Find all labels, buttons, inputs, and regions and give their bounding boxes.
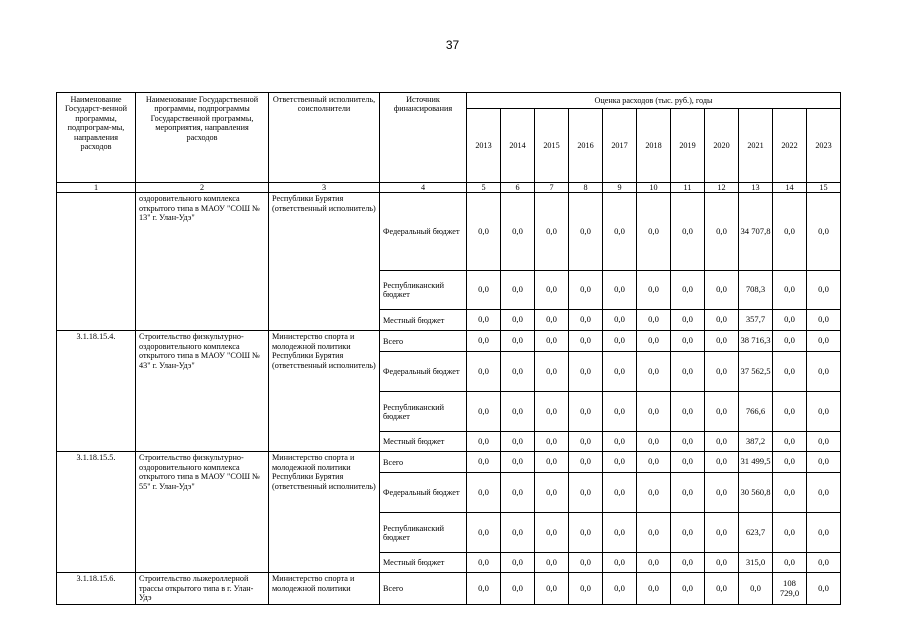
row-value: 0,0 bbox=[807, 331, 841, 352]
row-value: 0,0 bbox=[705, 573, 739, 604]
row-value: 0,0 bbox=[807, 310, 841, 331]
row-value: 0,0 bbox=[467, 513, 501, 553]
row-value: 0,0 bbox=[569, 193, 603, 271]
row-value: 0,0 bbox=[569, 473, 603, 513]
row-value: 0,0 bbox=[637, 553, 671, 573]
row-value: 0,0 bbox=[501, 452, 535, 473]
row-value: 0,0 bbox=[603, 553, 637, 573]
row-value: 0,0 bbox=[705, 310, 739, 331]
row-value: 0,0 bbox=[705, 352, 739, 392]
header-col-executor: Ответственный исполнитель, соисполнители bbox=[269, 93, 380, 183]
row-value: 0,0 bbox=[773, 193, 807, 271]
row-value: 0,0 bbox=[671, 392, 705, 432]
row-value: 0,0 bbox=[569, 352, 603, 392]
column-index: 12 bbox=[705, 183, 739, 193]
header-year: 2014 bbox=[501, 109, 535, 183]
row-name: Строительство физкультурно-оздоровительного комплекса открытого типа в МАОУ "СОШ № 55" г. Улан-Удэ" bbox=[136, 452, 269, 573]
row-value: 0,0 bbox=[739, 573, 773, 604]
row-value: 0,0 bbox=[467, 432, 501, 452]
header-col-source: Источник финансирования bbox=[380, 93, 467, 183]
row-value: 37 562,5 bbox=[739, 352, 773, 392]
header-year: 2016 bbox=[569, 109, 603, 183]
row-value: 0,0 bbox=[467, 473, 501, 513]
row-value: 0,0 bbox=[501, 331, 535, 352]
column-index: 7 bbox=[535, 183, 569, 193]
row-value: 0,0 bbox=[569, 392, 603, 432]
row-value: 0,0 bbox=[807, 513, 841, 553]
row-value: 0,0 bbox=[535, 271, 569, 310]
row-source: Федеральный бюджет bbox=[380, 473, 467, 513]
column-index: 9 bbox=[603, 183, 637, 193]
row-value: 0,0 bbox=[671, 452, 705, 473]
row-value: 0,0 bbox=[705, 513, 739, 553]
header-year: 2023 bbox=[807, 109, 841, 183]
row-value: 0,0 bbox=[501, 193, 535, 271]
row-value: 0,0 bbox=[501, 553, 535, 573]
row-source: Федеральный бюджет bbox=[380, 193, 467, 271]
row-value: 0,0 bbox=[535, 392, 569, 432]
row-value: 0,0 bbox=[671, 432, 705, 452]
column-index: 13 bbox=[739, 183, 773, 193]
row-value: 0,0 bbox=[535, 310, 569, 331]
row-executor: Министерство спорта и молодежной политики Республики Бурятия (ответственный исполнитель) bbox=[269, 452, 380, 573]
expenses-table bbox=[56, 92, 841, 605]
row-value: 0,0 bbox=[501, 513, 535, 553]
row-value: 0,0 bbox=[773, 553, 807, 573]
row-value: 708,3 bbox=[739, 271, 773, 310]
column-index: 6 bbox=[501, 183, 535, 193]
row-source: Местный бюджет bbox=[380, 432, 467, 452]
row-value: 623,7 bbox=[739, 513, 773, 553]
row-value: 0,0 bbox=[467, 271, 501, 310]
row-value: 0,0 bbox=[569, 452, 603, 473]
row-value: 0,0 bbox=[705, 331, 739, 352]
row-value: 0,0 bbox=[535, 553, 569, 573]
row-value: 0,0 bbox=[603, 473, 637, 513]
header-year: 2018 bbox=[637, 109, 671, 183]
row-value: 0,0 bbox=[535, 331, 569, 352]
row-value: 30 560,8 bbox=[739, 473, 773, 513]
row-value: 0,0 bbox=[773, 271, 807, 310]
row-value: 0,0 bbox=[603, 331, 637, 352]
row-value: 0,0 bbox=[637, 310, 671, 331]
row-value: 0,0 bbox=[535, 452, 569, 473]
row-value: 0,0 bbox=[603, 392, 637, 432]
row-source: Местный бюджет bbox=[380, 553, 467, 573]
row-value: 0,0 bbox=[569, 271, 603, 310]
row-value: 0,0 bbox=[637, 513, 671, 553]
row-value: 0,0 bbox=[773, 473, 807, 513]
row-value: 0,0 bbox=[535, 573, 569, 604]
row-value: 0,0 bbox=[467, 553, 501, 573]
column-index: 2 bbox=[136, 183, 269, 193]
row-value: 0,0 bbox=[671, 513, 705, 553]
row-value: 0,0 bbox=[807, 473, 841, 513]
row-value: 0,0 bbox=[773, 432, 807, 452]
row-value: 0,0 bbox=[603, 452, 637, 473]
row-source: Республиканский бюджет bbox=[380, 392, 467, 432]
column-index: 15 bbox=[807, 183, 841, 193]
row-code: 3.1.18.15.5. bbox=[57, 452, 136, 573]
header-year: 2020 bbox=[705, 109, 739, 183]
row-value: 0,0 bbox=[705, 553, 739, 573]
row-value: 0,0 bbox=[603, 432, 637, 452]
row-value: 0,0 bbox=[807, 452, 841, 473]
row-value: 0,0 bbox=[467, 310, 501, 331]
header-year: 2019 bbox=[671, 109, 705, 183]
row-value: 0,0 bbox=[535, 352, 569, 392]
row-value: 0,0 bbox=[603, 271, 637, 310]
row-value: 0,0 bbox=[807, 352, 841, 392]
row-value: 0,0 bbox=[501, 473, 535, 513]
row-value: 0,0 bbox=[501, 271, 535, 310]
row-executor: Министерство спорта и молодежной политики Республики Бурятия (ответственный исполнитель) bbox=[269, 331, 380, 452]
header-col-program: Наименование Государст-венной программы, подпрограм-мы, направления расходов bbox=[57, 93, 136, 183]
header-col-name: Наименование Государственной программы, подпрограммы Государственной программы, мероприятия, направления расходов bbox=[136, 93, 269, 183]
row-value: 0,0 bbox=[671, 473, 705, 513]
row-value: 0,0 bbox=[705, 452, 739, 473]
row-value: 0,0 bbox=[807, 392, 841, 432]
row-value: 387,2 bbox=[739, 432, 773, 452]
row-value: 31 499,5 bbox=[739, 452, 773, 473]
row-source: Федеральный бюджет bbox=[380, 352, 467, 392]
row-value: 0,0 bbox=[501, 352, 535, 392]
row-value: 0,0 bbox=[637, 193, 671, 271]
row-value: 0,0 bbox=[637, 452, 671, 473]
row-value: 0,0 bbox=[773, 331, 807, 352]
column-index: 1 bbox=[57, 183, 136, 193]
row-value: 0,0 bbox=[773, 513, 807, 553]
row-name: оздоровительного комплекса открытого типа в МАОУ "СОШ № 13" г. Улан-Удэ" bbox=[136, 193, 269, 331]
row-value: 0,0 bbox=[603, 310, 637, 331]
header-year: 2017 bbox=[603, 109, 637, 183]
row-value: 0,0 bbox=[671, 573, 705, 604]
row-value: 0,0 bbox=[705, 432, 739, 452]
row-code: 3.1.18.15.4. bbox=[57, 331, 136, 452]
table-row bbox=[57, 452, 841, 473]
page-number: 37 bbox=[445, 38, 460, 52]
row-value: 0,0 bbox=[637, 432, 671, 452]
row-value: 0,0 bbox=[637, 331, 671, 352]
row-name: Строительство лыжероллерной трассы открытого типа в г. Улан-Удэ bbox=[136, 573, 269, 604]
column-index: 14 bbox=[773, 183, 807, 193]
header-year: 2013 bbox=[467, 109, 501, 183]
row-value: 0,0 bbox=[603, 573, 637, 604]
row-value: 0,0 bbox=[637, 392, 671, 432]
column-index: 4 bbox=[380, 183, 467, 193]
row-value: 34 707,8 bbox=[739, 193, 773, 271]
row-value: 0,0 bbox=[535, 513, 569, 553]
row-value: 0,0 bbox=[671, 271, 705, 310]
row-value: 108 729,0 bbox=[773, 573, 807, 604]
row-value: 0,0 bbox=[467, 573, 501, 604]
table-row bbox=[57, 573, 841, 604]
row-value: 0,0 bbox=[773, 352, 807, 392]
row-value: 0,0 bbox=[671, 310, 705, 331]
row-value: 0,0 bbox=[705, 271, 739, 310]
row-source: Местный бюджет bbox=[380, 310, 467, 331]
row-value: 0,0 bbox=[569, 553, 603, 573]
column-index: 10 bbox=[637, 183, 671, 193]
row-value: 0,0 bbox=[501, 392, 535, 432]
row-value: 0,0 bbox=[569, 331, 603, 352]
row-code bbox=[57, 193, 136, 331]
row-value: 0,0 bbox=[467, 331, 501, 352]
row-value: 0,0 bbox=[671, 352, 705, 392]
row-value: 0,0 bbox=[671, 193, 705, 271]
row-value: 0,0 bbox=[569, 310, 603, 331]
row-value: 0,0 bbox=[501, 432, 535, 452]
row-executor: Республики Бурятия (ответственный исполнитель) bbox=[269, 193, 380, 331]
row-value: 0,0 bbox=[569, 513, 603, 553]
row-value: 0,0 bbox=[467, 352, 501, 392]
row-value: 0,0 bbox=[603, 193, 637, 271]
row-value: 0,0 bbox=[637, 271, 671, 310]
header-year: 2015 bbox=[535, 109, 569, 183]
column-index: 5 bbox=[467, 183, 501, 193]
row-value: 0,0 bbox=[467, 392, 501, 432]
header-year: 2022 bbox=[773, 109, 807, 183]
row-value: 357,7 bbox=[739, 310, 773, 331]
row-source: Республиканский бюджет bbox=[380, 271, 467, 310]
row-source: Всего bbox=[380, 331, 467, 352]
row-value: 0,0 bbox=[705, 193, 739, 271]
row-value: 315,0 bbox=[739, 553, 773, 573]
row-value: 0,0 bbox=[671, 553, 705, 573]
row-value: 0,0 bbox=[807, 432, 841, 452]
table-row bbox=[57, 331, 841, 352]
row-value: 0,0 bbox=[501, 573, 535, 604]
row-value: 0,0 bbox=[637, 473, 671, 513]
row-name: Строительство физкультурно-оздоровительного комплекса открытого типа в МАОУ "СОШ № 43" г. Улан-Удэ" bbox=[136, 331, 269, 452]
row-value: 0,0 bbox=[705, 473, 739, 513]
column-index: 11 bbox=[671, 183, 705, 193]
row-value: 766,6 bbox=[739, 392, 773, 432]
row-value: 0,0 bbox=[467, 452, 501, 473]
row-value: 0,0 bbox=[467, 193, 501, 271]
row-code: 3.1.18.15.6. bbox=[57, 573, 136, 604]
row-value: 0,0 bbox=[637, 352, 671, 392]
row-value: 0,0 bbox=[807, 553, 841, 573]
row-source: Всего bbox=[380, 452, 467, 473]
header-year: 2021 bbox=[739, 109, 773, 183]
row-source: Республиканский бюджет bbox=[380, 513, 467, 553]
row-value: 38 716,3 bbox=[739, 331, 773, 352]
row-value: 0,0 bbox=[569, 573, 603, 604]
row-value: 0,0 bbox=[773, 310, 807, 331]
row-value: 0,0 bbox=[773, 452, 807, 473]
row-value: 0,0 bbox=[603, 513, 637, 553]
row-value: 0,0 bbox=[535, 473, 569, 513]
row-value: 0,0 bbox=[535, 432, 569, 452]
row-value: 0,0 bbox=[637, 573, 671, 604]
header-estimate: Оценка расходов (тыс. руб.), годы bbox=[467, 93, 841, 109]
row-value: 0,0 bbox=[705, 392, 739, 432]
row-value: 0,0 bbox=[603, 352, 637, 392]
row-value: 0,0 bbox=[807, 193, 841, 271]
row-value: 0,0 bbox=[807, 271, 841, 310]
column-index: 3 bbox=[269, 183, 380, 193]
row-value: 0,0 bbox=[773, 392, 807, 432]
row-executor: Министерство спорта и молодежной политики bbox=[269, 573, 380, 604]
row-value: 0,0 bbox=[807, 573, 841, 604]
table-row bbox=[57, 193, 841, 271]
row-value: 0,0 bbox=[535, 193, 569, 271]
column-index: 8 bbox=[569, 183, 603, 193]
row-value: 0,0 bbox=[501, 310, 535, 331]
row-source: Всего bbox=[380, 573, 467, 604]
row-value: 0,0 bbox=[671, 331, 705, 352]
row-value: 0,0 bbox=[569, 432, 603, 452]
